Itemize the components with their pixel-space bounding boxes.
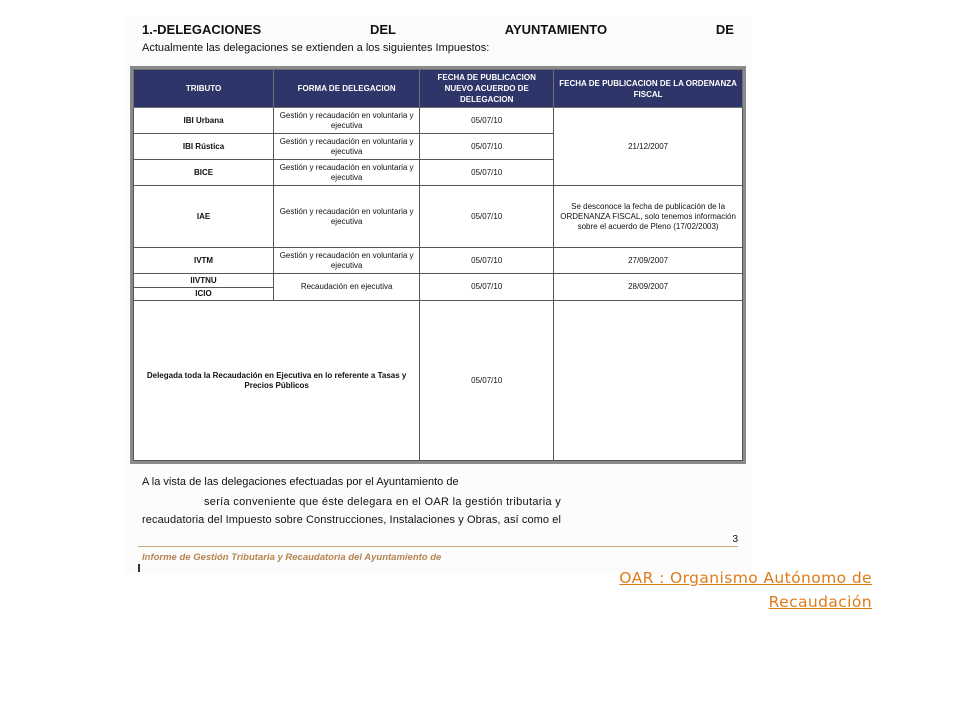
- heading-word: DEL: [369, 22, 396, 37]
- fecha-cell: 05/07/10: [420, 186, 554, 248]
- header-fecha-ordenanza: FECHA DE PUBLICACION DE LA ORDENANZA FISCAL: [554, 70, 743, 108]
- intro-text: Actualmente las delegaciones se extienden a los siguientes Impuestos:: [142, 42, 490, 54]
- document-heading: [142, 22, 734, 37]
- delegations-table: [130, 66, 746, 464]
- header-forma: FORMA DE DELEGACION: [274, 70, 420, 108]
- paragraph-line: sería conveniente que éste delegara en el OAR la gestión tributaria y: [204, 496, 562, 508]
- footer-divider: [138, 546, 738, 547]
- forma-cell: Gestión y recaudación en voluntaria y ejecutiva: [274, 248, 420, 274]
- forma-cell: Gestión y recaudación en voluntaria y ejecutiva: [274, 134, 420, 160]
- tributo-cell: IVTM: [134, 248, 274, 274]
- ordenanza-cell: 28/09/2007: [554, 274, 743, 301]
- oar-link-line2: Recaudación: [768, 593, 872, 611]
- page-number: 3: [732, 534, 738, 545]
- fecha-cell: 05/07/10: [420, 248, 554, 274]
- fecha-cell: 05/07/10: [420, 301, 554, 461]
- table-row: [134, 108, 743, 134]
- ordenanza-cell: [554, 301, 743, 461]
- tributo-cell: ICIO: [134, 288, 274, 301]
- scanned-document: [124, 16, 752, 574]
- forma-cell: Gestión y recaudación en voluntaria y ejecutiva: [274, 186, 420, 248]
- fecha-cell: 05/07/10: [420, 274, 554, 301]
- oar-link[interactable]: [540, 566, 872, 614]
- heading-word: DE: [715, 22, 734, 37]
- forma-cell: Gestión y recaudación en voluntaria y ejecutiva: [274, 160, 420, 186]
- ordenanza-cell: 21/12/2007: [554, 108, 743, 186]
- document-footer: Informe de Gestión Tributaria y Recaudatoria del Ayuntamiento de: [142, 552, 442, 563]
- paragraph-line: recaudatoria del Impuesto sobre Construcciones, Instalaciones y Obras, así como el: [142, 514, 562, 526]
- table-row: [134, 186, 743, 248]
- tributo-cell: Delegada toda la Recaudación en Ejecutiva en lo referente a Tasas y Precios Públicos: [134, 301, 420, 461]
- header-tributo: TRIBUTO: [134, 70, 274, 108]
- tributo-cell: BICE: [134, 160, 274, 186]
- tributo-cell: IBI Urbana: [134, 108, 274, 134]
- table-row: [134, 248, 743, 274]
- ordenanza-cell: Se desconoce la fecha de publicación de la ORDENANZA FISCAL, solo tenemos información sobre el acuerdo de Pleno (17/02/2003): [554, 186, 743, 248]
- table-row: [134, 301, 743, 461]
- tributo-cell: IIVTNU: [134, 274, 274, 288]
- heading-word: 1.-DELEGACIONES: [142, 22, 262, 37]
- oar-link-line1: OAR : Organismo Autónomo de: [619, 569, 872, 587]
- tributo-cell: IAE: [134, 186, 274, 248]
- scan-mark: [138, 564, 140, 572]
- ordenanza-cell: 27/09/2007: [554, 248, 743, 274]
- header-fecha-acuerdo: FECHA DE PUBLICACION NUEVO ACUERDO DE DELEGACION: [420, 70, 554, 108]
- tributo-cell: IBI Rústica: [134, 134, 274, 160]
- forma-cell: Recaudación en ejecutiva: [274, 274, 420, 301]
- fecha-cell: 05/07/10: [420, 108, 554, 134]
- forma-cell: Gestión y recaudación en voluntaria y ejecutiva: [274, 108, 420, 134]
- fecha-cell: 05/07/10: [420, 160, 554, 186]
- paragraph-line: A la vista de las delegaciones efectuadas por el Ayuntamiento de: [142, 476, 459, 488]
- table-row: [134, 274, 743, 288]
- fecha-cell: 05/07/10: [420, 134, 554, 160]
- heading-word: AYUNTAMIENTO: [504, 22, 608, 37]
